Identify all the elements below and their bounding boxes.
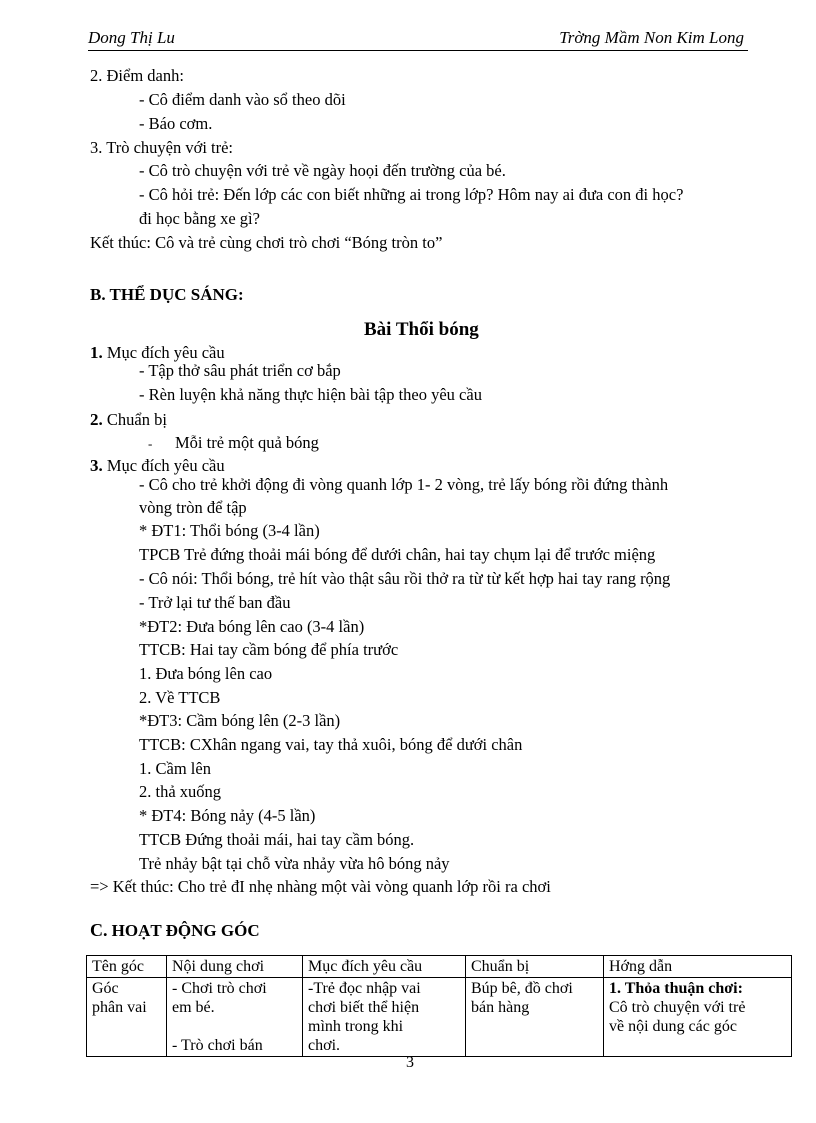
section-a-conclusion: Kết thúc: Cô và trẻ cùng chơi trò chơi “Bóng tròn to” [90,233,443,252]
cell-line: - Trò chơi bán [172,1037,263,1054]
column-header: Chuẩn bị [466,956,604,978]
header-author: Dong Thị Lu [88,28,175,47]
diem-danh-item: - Cô điểm danh vào sổ theo dõi [139,90,346,109]
part-3-line: vòng tròn để tập [139,498,247,517]
column-header: Nội dung chơi [167,956,303,978]
cell-line: chơi biết thể hiện [308,999,420,1016]
cell-chuan-bi [466,978,604,1057]
part-3-line: 2. thả xuống [139,782,222,801]
part-1-item: - Tập thở sâu phát triển cơ bắp [139,361,341,380]
cell-huong-dan [604,978,792,1057]
cell-line: phân vai [92,999,147,1016]
section-c-number: C. [90,920,108,940]
tro-chuyen-item: đi học bằng xe gì? [139,209,260,228]
part-3-line: TPCB Trẻ đứng thoải mái bóng để dưới chân, hai tay chụm lại để trước miệng [139,545,656,564]
table-row [87,978,792,1057]
part-1-number: 1. [90,343,103,362]
part-3-number: 3. [90,456,103,475]
part-3-line: - Trở lại tư thế ban đầu [139,593,291,612]
column-header: Mục đích yêu cầu [303,956,466,978]
section-b-heading: B. THỂ DỤC SÁNG: [90,285,244,304]
header-school: Trờng Mầm Non Kim Long [559,28,744,47]
section-c-heading [90,920,260,941]
cell-line: chơi. [308,1037,341,1054]
cell-noi-dung [167,978,303,1057]
diem-danh-title: 2. Điểm danh: [90,66,184,85]
column-header: Tên góc [87,956,167,978]
part-3-line: Trẻ nhảy bật tại chỗ vừa nhảy vừa hô bóng nảy [139,854,450,873]
part-2-heading [90,410,167,430]
tro-chuyen-item: - Cô hỏi trẻ: Đến lớp các con biết những ai trong lớp? Hôm nay ai đưa con đi học? [139,185,684,204]
part-3-line: 2. Về TTCB [139,688,221,707]
part-3-line: 1. Cầm lên [139,759,211,778]
table-header-row [87,956,792,978]
tro-chuyen-item: - Cô trò chuyện với trẻ về ngày hoọi đến trường của bé. [139,161,506,180]
section-c-title: HOẠT ĐỘNG GÓC [111,921,260,940]
part-3-line: TTCB: CXhân ngang vai, tay thả xuôi, bóng để dưới chân [139,735,523,754]
cell-spacer [172,1017,297,1036]
part-1-item: - Rèn luyện khả năng thực hiện bài tập theo yêu cầu [139,385,482,404]
part-3-line: *ĐT3: Cầm bóng lên (2-3 lần) [139,711,341,730]
cell-line: em bé. [172,999,215,1016]
cell-muc-dich [303,978,466,1057]
part-2-number: 2. [90,410,103,429]
page-header [88,28,748,51]
column-header: Hớng dẫn [604,956,792,978]
part-3-line: * ĐT1: Thổi bóng (3-4 lần) [139,521,320,540]
page-number: 3 [406,1054,414,1071]
cell-line: -Trẻ đọc nhập vai [308,980,421,997]
part-2-bullet: - [148,436,153,451]
tro-chuyen-title: 3. Trò chuyện với trẻ: [90,138,234,157]
lesson-title: Bài Thổi bóng [364,319,479,340]
part-1-title: Mục đích yêu cầu [106,343,225,362]
cell-ten-goc [87,978,167,1057]
cell-line: - Chơi trò chơi [172,980,267,997]
part-2-item: Mỗi trẻ một quả bóng [175,433,319,452]
cell-line: mình trong khi [308,1018,404,1035]
part-3-title: Mục đích yêu cầu [106,456,225,475]
cell-line: Cô trò chuyện với trẻ [609,999,746,1016]
cell-line: bán hàng [471,999,530,1016]
diem-danh-item: - Báo cơm. [139,114,213,133]
part-3-line: - Cô cho trẻ khởi động đi vòng quanh lớp 1- 2 vòng, trẻ lấy bóng rồi đứng thành [139,475,669,494]
cell-line: Góc [92,980,119,997]
part-3-heading [90,456,225,476]
part-3-line: - Cô nói: Thổi bóng, trẻ hít vào thật sâu rồi thở ra từ từ kết hợp hai tay rang rộng [139,569,671,588]
activity-corner-table [86,955,792,1057]
part-3-line: *ĐT2: Đưa bóng lên cao (3-4 lần) [139,617,365,636]
part-3-line: TTCB Đứng thoải mái, hai tay cầm bóng. [139,830,415,849]
cell-line: Búp bê, đồ chơi [471,980,573,997]
part-1-heading [90,343,225,363]
part-3-line: * ĐT4: Bóng nảy (4-5 lần) [139,806,316,825]
part-3-line: 1. Đưa bóng lên cao [139,664,273,683]
cell-line: 1. Thỏa thuận chơi: [609,980,743,997]
part-3-line: TTCB: Hai tay cầm bóng để phía trước [139,640,399,659]
section-b-conclusion: => Kết thúc: Cho trẻ đI nhẹ nhàng một vài vòng quanh lớp rồi ra chơi [90,877,551,896]
part-2-title: Chuẩn bị [106,410,167,429]
cell-line: về nội dung các góc [609,1018,737,1035]
